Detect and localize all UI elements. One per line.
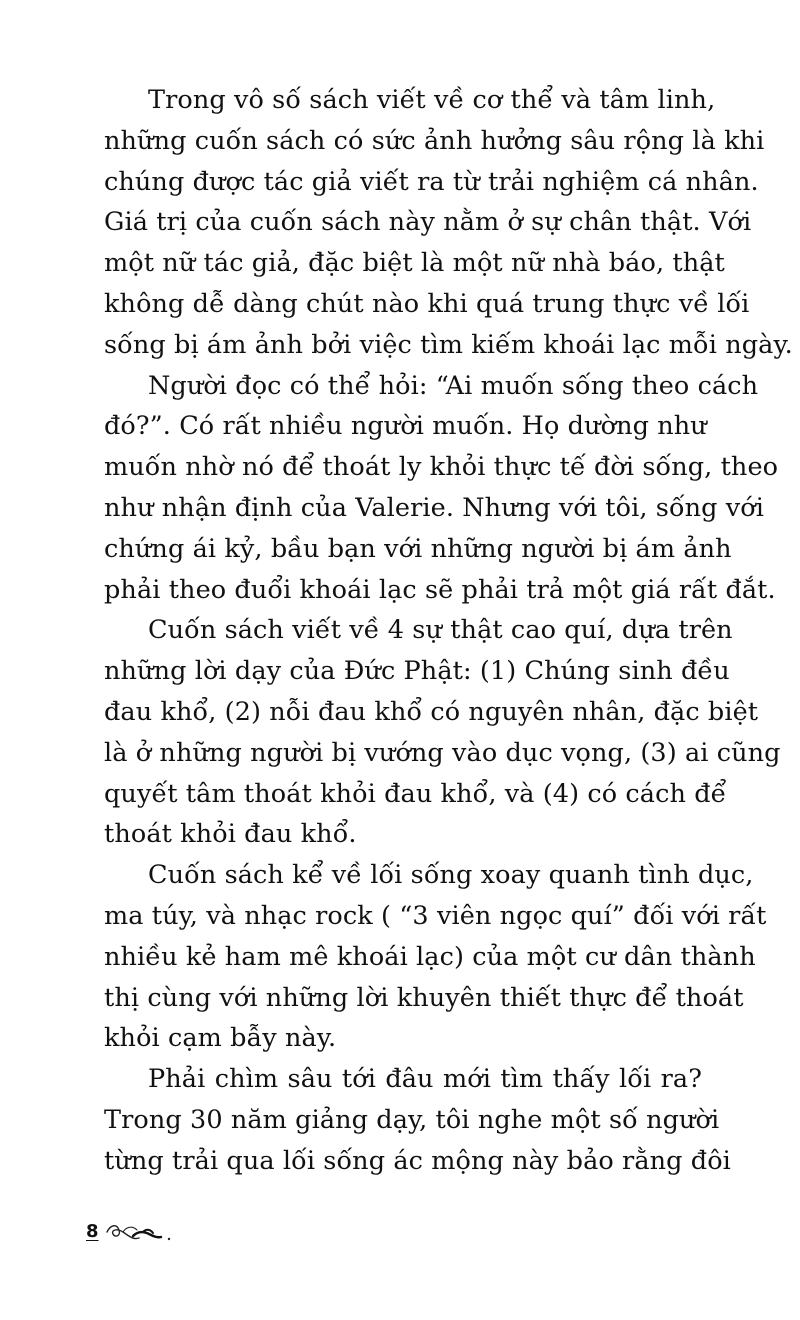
text-line: là ở những người bị vướng vào dục vọng, (3) ai cũng (104, 737, 781, 768)
text-line: Trong 30 năm giảng dạy, tôi nghe một số người (104, 1104, 720, 1135)
text-line: chúng được tác giả viết ra từ trải nghiệm cá nhân. (104, 166, 759, 197)
text-line: Trong vô số sách viết về cơ thể và tâm linh, (148, 85, 716, 115)
text-line: từng trải qua lối sống ác mộng này bảo rằng đôi (104, 1145, 731, 1176)
text-line: nhiều kẻ ham mê khoái lạc) của một cư dân thành (104, 941, 756, 972)
text-line: như nhận định của Valerie. Nhưng với tôi, sống với (104, 492, 765, 523)
paragraph-1 (104, 80, 793, 366)
text-line: Cuốn sách viết về 4 sự thật cao quí, dựa trên (148, 615, 733, 646)
text-line: đau khổ, (2) nỗi đau khổ có nguyên nhân, đặc biệt (104, 696, 759, 727)
text-line: Giá trị của cuốn sách này nằm ở sự chân thật. Với (104, 207, 752, 238)
book-page-text (104, 80, 793, 1182)
text-line: thị cùng với những lời khuyên thiết thực để thoát (104, 982, 744, 1013)
text-line: Phải chìm sâu tới đâu mới tìm thấy lối ra? (148, 1064, 702, 1095)
page-footer (86, 1212, 226, 1252)
text-line: phải theo đuổi khoái lạc sẽ phải trả một giá rất đắt. (104, 574, 776, 605)
text-line: không dễ dàng chút nào khi quá trung thực về lối (104, 288, 750, 319)
paragraph-4 (104, 855, 767, 1059)
paragraph-5 (104, 1059, 731, 1181)
text-line: muốn nhờ nó để thoát ly khỏi thực tế đời sống, theo (104, 452, 779, 483)
text-line: ma túy, và nhạc rock ( “3 viên ngọc quí” đối với rất (104, 900, 767, 931)
page-number: 8 (86, 1221, 99, 1242)
text-line: đó?”. Có rất nhiều người muốn. Họ dường như (104, 411, 707, 442)
flourish-ornament-icon (103, 1218, 173, 1246)
paragraph-2 (104, 366, 779, 611)
text-line: sống bị ám ảnh bởi việc tìm kiếm khoái lạc mỗi ngày. (104, 329, 793, 360)
text-line: khỏi cạm bẫy này. (104, 1023, 337, 1054)
text-line: Người đọc có thể hỏi: “Ai muốn sống theo cách (148, 370, 759, 401)
text-line: thoát khỏi đau khổ. (104, 819, 357, 850)
text-line: một nữ tác giả, đặc biệt là một nữ nhà báo, thật (104, 248, 725, 279)
paragraph-3 (104, 610, 781, 855)
text-line: quyết tâm thoát khỏi đau khổ, và (4) có cách để (104, 778, 727, 809)
text-line: chứng ái kỷ, bầu bạn với những người bị ám ảnh (104, 533, 732, 564)
text-line: những cuốn sách có sức ảnh hưởng sâu rộng là khi (104, 125, 765, 156)
text-line: những lời dạy của Đức Phật: (1) Chúng sinh đều (104, 656, 730, 687)
text-line: Cuốn sách kể về lối sống xoay quanh tình dục, (148, 860, 754, 891)
